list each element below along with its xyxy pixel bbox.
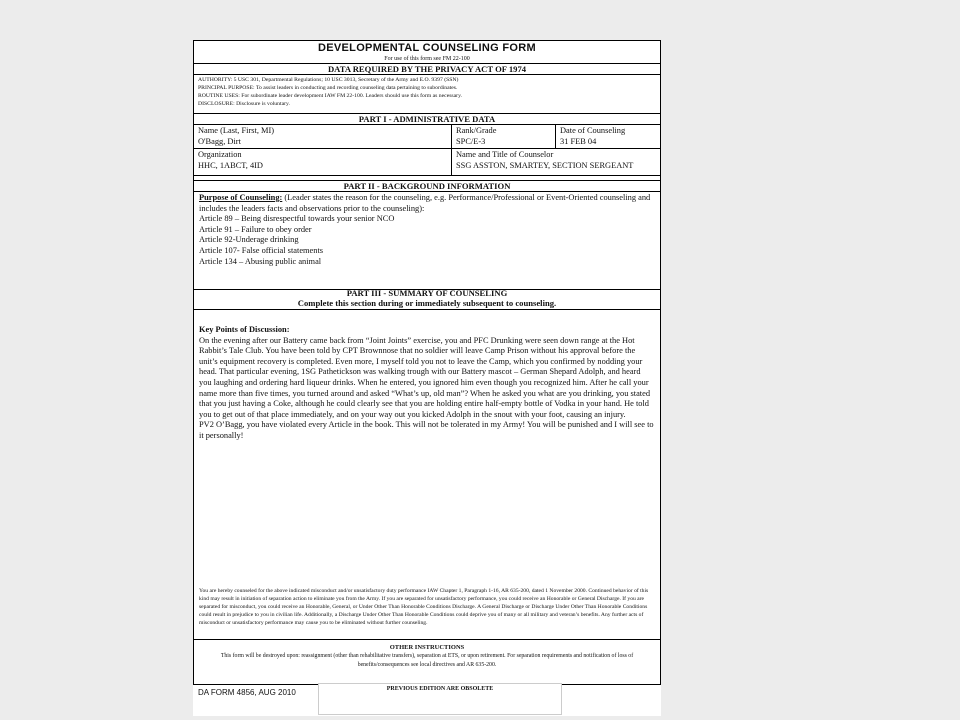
discussion-paragraph: On the evening after our Battery came back from “Joint Joints” exercise, you and PFC Drunking were seen down range at the Hot Rabbit’s Tale Club. You have been told by CPT Brownnose that no soldier will leave Camp Prison without his approval before the unit’s equipment recovery is completed. Even more, I myself told you not to leave the Camp, which you confirmed by nodding your head. That particular evening, 1SG Pathetickson was walking trough with our Battery mascot – German Shepard Adolph, and heard you laughing and ordering hard liqueur drinks. When he entered, you ignored him even though you recognized him. After he call your name more than five times, you turned around and asked “What’s up, old man”? When he asked you what are you drinking, you stated that you just having a Coke, although he could clearly see that you are holding entire half-empty bottle of Vodka in your hand. He told you to get out of that place immediately, and on your way out you kicked Adolph in the snout with your foot, causing an injury. — [199, 335, 651, 419]
counseling-notice: You are hereby counseled for the above indicated misconduct and/or unsatisfactory duty performance IAW Chapter 1, Paragraph 1-16, AR 635-200, dated 1 November 2000. Continued behavior of this kind may result in initiation of separation action to eliminate you from the Army. If you are separated for unsatisfactory performance, you could receive an Honorable or General Discharge. If you are separated for misconduct, you could receive an Honorable, General, or Under Other Than Honorable Conditions Discharge. A General Discharge or Discharge Under Other Than Honorable Conditions could result in prejudice to you in civilian life. Additionally, a Discharge Under Other Than Honorable Conditions could deprive you of many or all military and veteran’s benefits. Any further acts of misconduct or unsatisfactory performance may cause you to be eliminated without further counseling. — [199, 588, 649, 626]
part2-heading: PART II - BACKGROUND INFORMATION — [194, 181, 660, 192]
form-subtitle: For use of this form see FM 22-100 — [384, 56, 470, 62]
part1-row2 — [194, 149, 660, 176]
date-value: 31 FEB 04 — [560, 136, 597, 146]
form-header — [194, 41, 660, 64]
part3-heading-block — [194, 288, 660, 310]
privacy-authority: AUTHORITY: 5 USC 301, Departmental Regulations; 10 USC 3013, Secretary of the Army and E.O. 9397 (SSN) — [198, 77, 459, 83]
privacy-heading: DATA REQUIRED BY THE PRIVACY ACT OF 1974 — [194, 64, 660, 75]
edition-box — [318, 683, 562, 715]
part1-heading: PART I - ADMINISTRATIVE DATA — [194, 114, 660, 125]
rank-value: SPC/E-3 — [456, 136, 486, 146]
name-value: O'Bagg, Dirt — [198, 136, 241, 146]
privacy-routine-uses: ROUTINE USES: For subordinate leader development IAW FM 22-100. Leaders should use this form as necessary. — [198, 93, 462, 99]
counseling-form — [193, 40, 661, 685]
discussion-paragraph: PV2 O’Bagg, you have violated every Article in the book. This will not be tolerated in my Army! You will be punished and I will see to it personally! — [199, 420, 654, 440]
purpose-label: Purpose of Counseling: — [199, 193, 283, 202]
edition-notice: PREVIOUS EDITION ARE OBSOLETE — [386, 686, 494, 692]
other-text: This form will be destroyed upon: reassignment (other than rehabilitative transfers), separation at ETS, or upon retirement. For separation requirements and notification of loss of benefits/consequences see local directives and AR 635-200. — [220, 653, 634, 668]
name-label: Name (Last, First, MI) — [198, 126, 275, 135]
date-cell — [555, 125, 660, 148]
article-item: Article 92-Underage drinking — [199, 235, 299, 245]
form-title: DEVELOPMENTAL COUNSELING FORM — [318, 42, 536, 54]
counselor-cell — [451, 149, 660, 175]
rank-cell — [451, 125, 555, 148]
other-heading: OTHER INSTRUCTIONS — [389, 644, 465, 651]
article-item: Article 134 – Abusing public animal — [199, 256, 322, 266]
purpose-text: (Leader states the reason for the counseling, e.g. Performance/Professional or Event-Oriented counseling and includes the leaders facts and observations prior to the counseling): — [199, 193, 651, 213]
part1-row1 — [194, 125, 660, 149]
counselor-label: Name and Title of Counselor — [456, 150, 554, 159]
privacy-disclosure: DISCLOSURE: Disclosure is voluntary. — [198, 101, 290, 107]
form-page — [193, 40, 661, 716]
organization-cell — [194, 149, 451, 175]
part3-subheading: Complete this section during or immediately subsequent to counseling. — [297, 298, 557, 308]
organization-label: Organization — [198, 150, 242, 159]
date-label: Date of Counseling — [560, 126, 626, 135]
form-number: DA FORM 4856, AUG 2010 — [198, 688, 296, 697]
rank-label: Rank/Grade — [456, 126, 497, 135]
privacy-section — [194, 75, 660, 114]
part3-heading: PART III - SUMMARY OF COUNSELING — [346, 288, 508, 298]
part2-section — [194, 192, 660, 290]
name-cell — [194, 125, 451, 148]
organization-value: HHC, 1ABCT, 4ID — [198, 160, 263, 170]
article-item: Article 89 – Being disrespectful towards your senior NCO — [199, 214, 395, 224]
counselor-value: SSG ASSTON, SMARTEY, SECTION SERGEANT — [456, 160, 634, 170]
key-points-label: Key Points of Discussion: — [199, 325, 290, 334]
article-item: Article 107- False official statements — [199, 245, 324, 255]
privacy-purpose: PRINCIPAL PURPOSE: To assist leaders in conducting and recording counseling data pertaining to subordinates. — [198, 85, 458, 91]
part3-section — [194, 310, 660, 640]
article-item: Article 91 – Failure to obey order — [199, 224, 312, 234]
other-instructions — [194, 641, 660, 683]
